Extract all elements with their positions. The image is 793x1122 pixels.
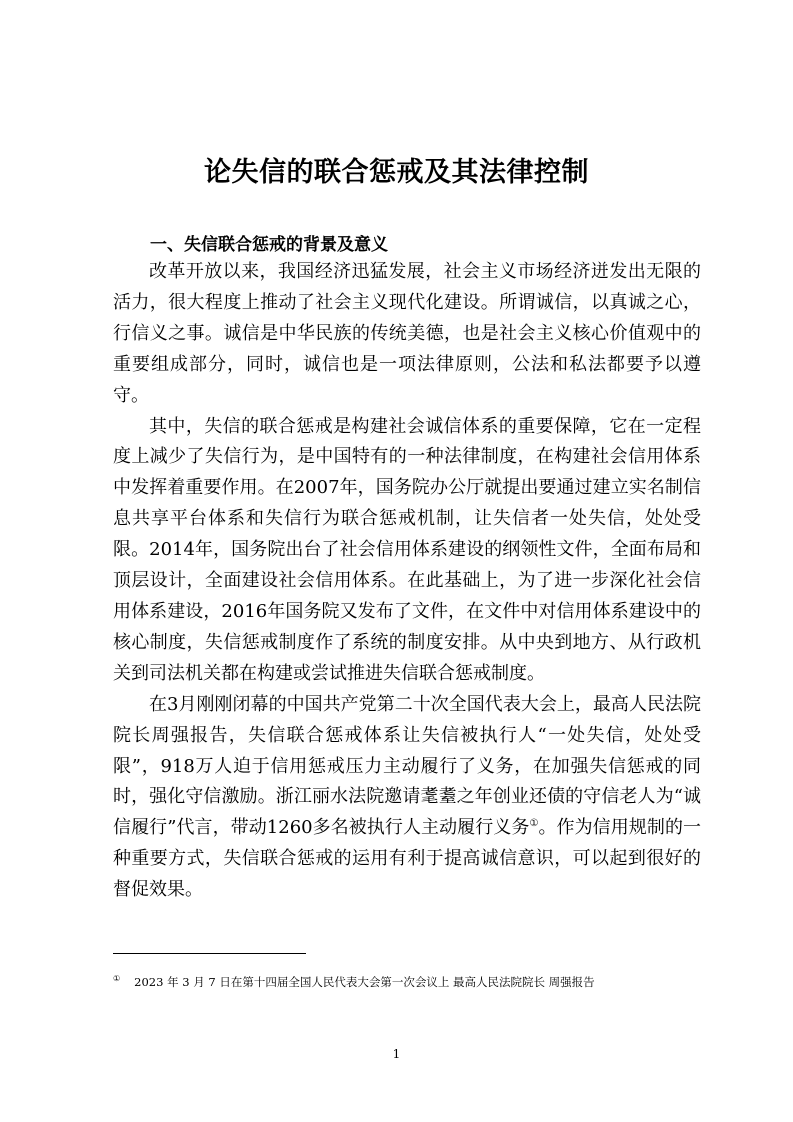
page-number: 1 — [392, 1047, 401, 1061]
paragraph-3-text: 在3月刚刚闭幕的中国共产党第二十次全国代表大会上，最高人民法院院长周强报告，失信联合惩戒体系让失信被执行人“一处失信，处处受限”，918万人迫于信用惩戒压力主动履行了义务，在加强失信惩戒的同时，强化守信激励。浙江丽水法院邀请耄耋之年创业还债的守信老人为“诚信履行”代言，带动1260多名被执行人主动履行义务 — [113, 693, 701, 839]
section-heading: 一、失信联合惩戒的背景及意义 — [150, 235, 388, 255]
footnote — [113, 974, 713, 990]
footnote-reference[interactable]: ① — [529, 818, 539, 830]
paragraph-3 — [113, 690, 701, 906]
paragraph-1: 改革开放以来，我国经济迅猛发展，社会主义市场经济迸发出无限的活力，很大程度上推动了社会主义现代化建设。所谓诚信，以真诚之心，行信义之事。诚信是中华民族的传统美德，也是社会主义核心价值观中的重要组成部分，同时，诚信也是一项法律原则，公法和私法都要予以遵守。 — [113, 261, 701, 406]
paragraph-3-text-end: 。作为信用规制的一种重要方式，失信联合惩戒的运用有利于提高诚信意识，可以起到很好的督促效果。 — [113, 817, 702, 901]
footnote-divider — [113, 953, 306, 954]
paragraph-2: 其中，失信的联合惩戒是构建社会诚信体系的重要保障，它在一定程度上减少了失信行为，是中国特有的一种法律制度，在构建社会信用体系中发挥着重要作用。在2007年，国务院办公厅就提出要通过建立实名制信息共享平台体系和失信行为联合惩戒机制，让失信者一处失信，处处受限。2014年，国务院出台了社会信用体系建设的纲领性文件，全面布局和顶层设计，全面建设社会信用体系。在此基础上，为了进一步深化社会信用体系建设，2016年国务院又发布了文件，在文件中对信用体系建设中的核心制度，失信惩戒制度作了系统的制度安排。从中央到地方、从行政机关到司法机关都在构建或尝试推进失信联合惩戒制度。 — [113, 415, 701, 684]
footnote-text: 2023 年 3 月 7 日在第十四届全国人民代表大会第一次会议上 最高人民法院院长 周强报告 — [134, 975, 595, 989]
footnote-mark: ① — [113, 974, 121, 984]
document-title: 论失信的联合惩戒及其法律控制 — [204, 157, 589, 188]
body-text — [113, 257, 701, 906]
